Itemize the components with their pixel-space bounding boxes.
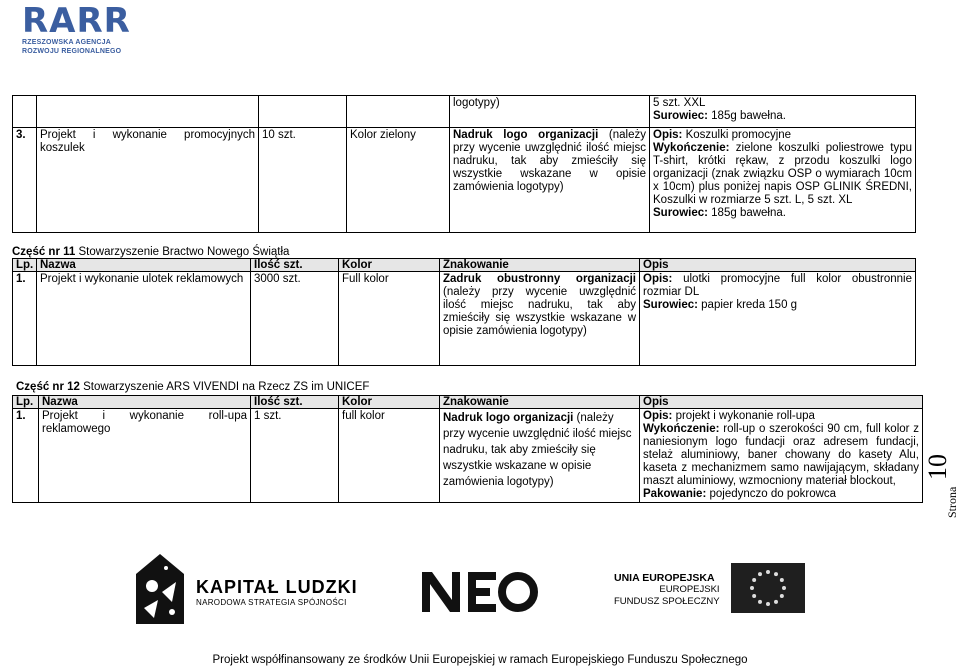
table-continued [12,95,916,233]
table-section-11 [12,258,916,366]
kolor-cell: full kolor [339,409,440,503]
col-header-ilosc: Ilość szt. [251,259,339,272]
opis-text: ulotki promocyjne full kolor obustronnie rozmiar DL [643,273,912,298]
col-header-lp: Lp. [13,396,39,409]
znakowanie-cell [440,409,640,503]
opis-cell [640,272,916,366]
section-12-title: Część nr 12 Stowarzyszenie ARS VIVENDI na Rzecz ZS im UNICEF [16,381,370,393]
col-header-opis: Opis [640,259,916,272]
col-header-nazwa: Nazwa [39,396,251,409]
table-section-12 [12,395,923,503]
wykonczenie-label: Wykończenie: [653,142,730,154]
kapital-ludzki-emblem-icon [132,552,188,628]
eu-star-icon [774,572,778,576]
page-number [923,440,968,520]
col-header-lp: Lp. [13,259,37,272]
eu-star-icon [752,594,756,598]
znakowanie-bold: Zadruk obustronny organizacji [443,273,636,285]
col-header-znakowanie: Znakowanie [440,396,640,409]
ue-line2: EUROPEJSKI [659,584,720,595]
znakowanie-cell [440,272,640,366]
rarr-logo [22,1,131,56]
kapital-ludzki-title: KAPITAŁ LUDZKI [196,577,358,597]
eu-flag-icon [731,563,805,613]
nazwa-cell: Projekt i wykonanie roll-upa reklamowego [39,409,251,503]
eu-star-icon [780,594,784,598]
nazwa-cell: Projekt i wykonanie ulotek reklamowych [37,272,251,366]
surowiec-label: Surowiec: [643,299,698,311]
neo-logo [418,566,538,621]
kapital-ludzki-subtitle: NARODOWA STRATEGIA SPÓJNOŚCI [196,598,347,607]
col-header-nazwa: Nazwa [37,259,251,272]
table-row [13,96,916,128]
table-row [13,409,923,503]
eu-star-icon [750,586,754,590]
lp-cell: 1. [13,409,39,503]
eu-star-icon [780,578,784,582]
table-header-row [13,259,916,272]
znakowanie-rest: (należy przy wycenie uwzględnić ilość miejsc nadruku, tak aby zmieściły się wszystkie wskazane w opisie zamówienia logotypy) [443,286,636,337]
eu-star-icon [758,600,762,604]
eu-star-icon [766,602,770,606]
section-11-title: Część nr 11 Stowarzyszenie Bractwo Nowego Świątła [12,246,290,258]
ilosc-cell: 1 szt. [251,409,339,503]
opis-qty: 5 szt. XXL [653,97,706,109]
surowiec-label: Surowiec: [653,110,708,122]
lp-cell: 3. [13,128,37,233]
eu-flag [731,563,805,616]
neo-logo-text [418,566,419,567]
wykonczenie-text: zielone koszulki poliestrowe typu T-shirt, krótki rękaw, z przodu koszulki logo organizacji (znak związku OSP o wymiarach 10cm x 10cm) plus poniżej napis OSP GLINIK ŚREDNI, Koszulki w rozmiarze 5 szt. L, 5 szt. XL [653,142,912,206]
surowiec-label: Surowiec: [653,207,708,219]
nazwa-cell: Projekt i wykonanie promocyjnych koszulek [37,128,259,233]
opis-text: Koszulki promocyjne [682,129,792,141]
znakowanie-cell: logotypy) [453,97,500,109]
opis-text: projekt i wykonanie roll-upa [672,410,815,422]
rarr-logo-sub1: RZESZOWSKA AGENCJA [22,39,112,46]
surowiec-text: papier kreda 150 g [697,299,798,311]
col-header-kolor: Kolor [339,259,440,272]
table-row [13,272,916,366]
page-number-vertical [923,440,968,520]
col-header-znakowanie: Znakowanie [440,259,640,272]
kapital-ludzki-logo-emblem [132,552,188,631]
ilosc-cell: 10 szt. [259,128,347,233]
ue-logo-text [614,572,720,608]
rarr-logo-word: RARR [22,1,131,41]
znakowanie-rest: (należy przy wycenie uwzględnić ilość miejsc nadruku, tak aby zmieściły się wszystkie wskazane w opisie zamówienia logotypy) [453,129,646,193]
kolor-cell: Full kolor [339,272,440,366]
eu-star-icon [782,586,786,590]
page-number-value: 10 [923,454,952,480]
surowiec-value: 185g bawełna. [707,110,786,122]
rarr-logo-sub2: ROZWOJU REGIONALNEGO [22,48,122,55]
kolor-cell: Kolor zielony [347,128,450,233]
ilosc-cell: 3000 szt. [251,272,339,366]
znakowanie-rest: (należy przy wycenie uwzględnić ilość miejsc nadruku, tak aby zmieściły się wszystkie wskazane w opisie zamówienia logotypy) [443,412,632,488]
ue-line1: UNIA EUROPEJSKA [614,572,715,584]
opis-label: Opis: [653,129,683,141]
col-header-ilosc: Ilość szt. [251,396,339,409]
pakowanie-text: pojedynczo do pokrowca [706,488,837,500]
table-header-row [13,396,923,409]
opis-cell [650,128,916,233]
pakowanie-label: Pakowanie: [643,488,707,500]
ue-line3: FUNDUSZ SPOŁECZNY [614,596,720,607]
surowiec-text: 185g bawełna. [707,207,786,219]
col-header-kolor: Kolor [339,396,440,409]
znakowanie-bold: Nadruk logo organizacji [443,412,574,424]
eu-star-icon [774,600,778,604]
opis-label: Opis: [643,410,673,422]
neo-logo-icon [418,566,538,618]
eu-star-icon [758,572,762,576]
table-row [13,128,916,233]
eu-star-icon [752,578,756,582]
wykonczenie-label: Wykończenie: [643,423,720,435]
lp-cell: 1. [13,272,37,366]
footer-text: Projekt współfinansowany ze środków Unii Europejskiej w ramach Europejskiego Funduszu Społecznego [212,654,748,666]
wykonczenie-text: roll-up o szerokości 90 cm, full kolor z naniesionym logo fundacji oraz adresem fundacji, stelaż aluminiowy, baner chowany do kasety Alu, kaseta z mechanizmem samo nawijającym, składany maszt aluminiowy, wzmocniony materiał blockout, [643,423,919,487]
znakowanie-cell [450,128,650,233]
opis-cell [640,409,923,503]
col-header-opis: Opis [640,396,923,409]
page-number-label: Strona [945,486,959,518]
znakowanie-bold: Nadruk logo organizacji [453,129,599,141]
eu-star-icon [766,570,770,574]
opis-label: Opis: [643,273,673,285]
